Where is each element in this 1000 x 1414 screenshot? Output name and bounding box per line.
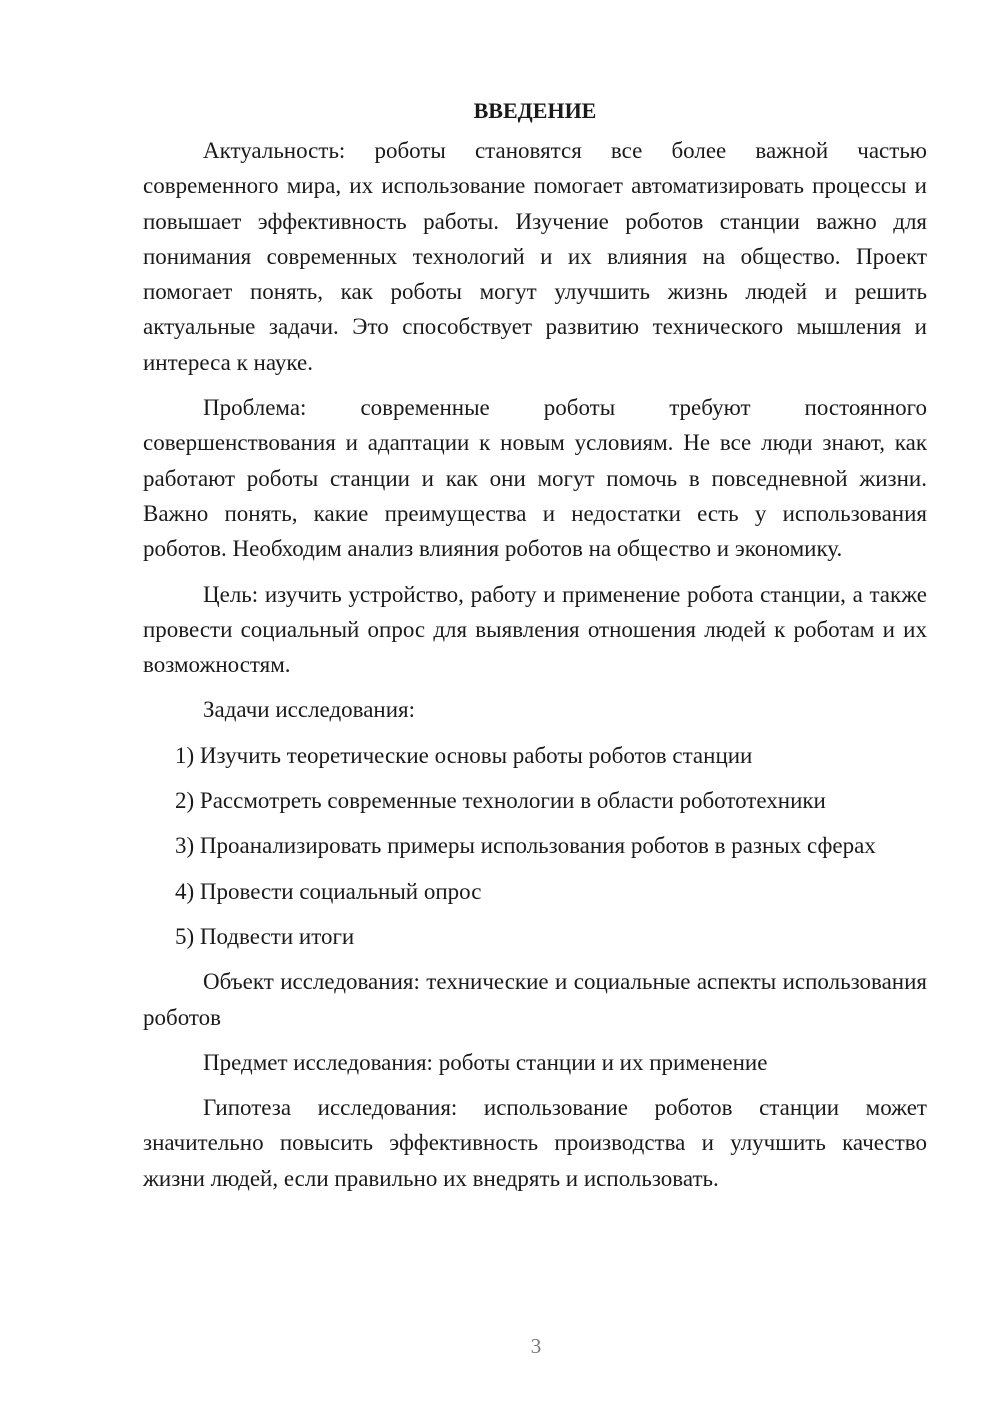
paragraph-goal: Цель: изучить устройство, работу и применение робота станции, а также провести социальный опрос для выявления отношения людей к роботам и их возможностям. xyxy=(143,581,927,678)
paragraph-object: Объект исследования: технические и социальные аспекты использования роботов xyxy=(143,969,927,1030)
task-item-2: 2) Рассмотреть современные технологии в области робототехники xyxy=(175,788,826,814)
page-number: 3 xyxy=(530,1334,542,1358)
task-item-4: 4) Провести социальный опрос xyxy=(175,878,482,904)
paragraph-tasks-heading: Задачи исследования: xyxy=(203,697,416,723)
paragraph-problem: Проблема: современные роботы требуют постоянного совершенствования и адаптации к новым условиям. Не все люди знают, как работают роботы станции и как они могут помочь в повседневной жизни. Важно понять, какие преимущества и недостатки есть у использования роботов. Необходим анализ влияния роботов на общество и экономику. xyxy=(143,395,927,562)
task-item-3: 3) Проанализировать примеры использования роботов в разных сферах xyxy=(175,833,876,859)
task-item-5: 5) Подвести итоги xyxy=(175,923,355,949)
section-title: ВВЕДЕНИЕ xyxy=(473,98,597,123)
task-item-1: 1) Изучить теоретические основы работы роботов станции xyxy=(175,742,753,768)
paragraph-subject: Предмет исследования: роботы станции и их применение xyxy=(203,1049,768,1075)
paragraph-relevance: Актуальность: роботы становятся все более важной частью современного мира, их использование помогает автоматизировать процессы и повышает эффективность работы. Изучение роботов станции важно для понимания современных технологий и их влияния на общество. Проект помогает понять, как роботы могут улучшить жизнь людей и решить актуальные задачи. Это способствует развитию технического мышления и интереса к науке. xyxy=(143,138,927,375)
paragraph-hypothesis: Гипотеза исследования: использование роботов станции может значительно повысить эффективность производства и улучшить качество жизни людей, если правильно их внедрять и использовать. xyxy=(143,1095,927,1191)
page-content xyxy=(143,93,927,1206)
